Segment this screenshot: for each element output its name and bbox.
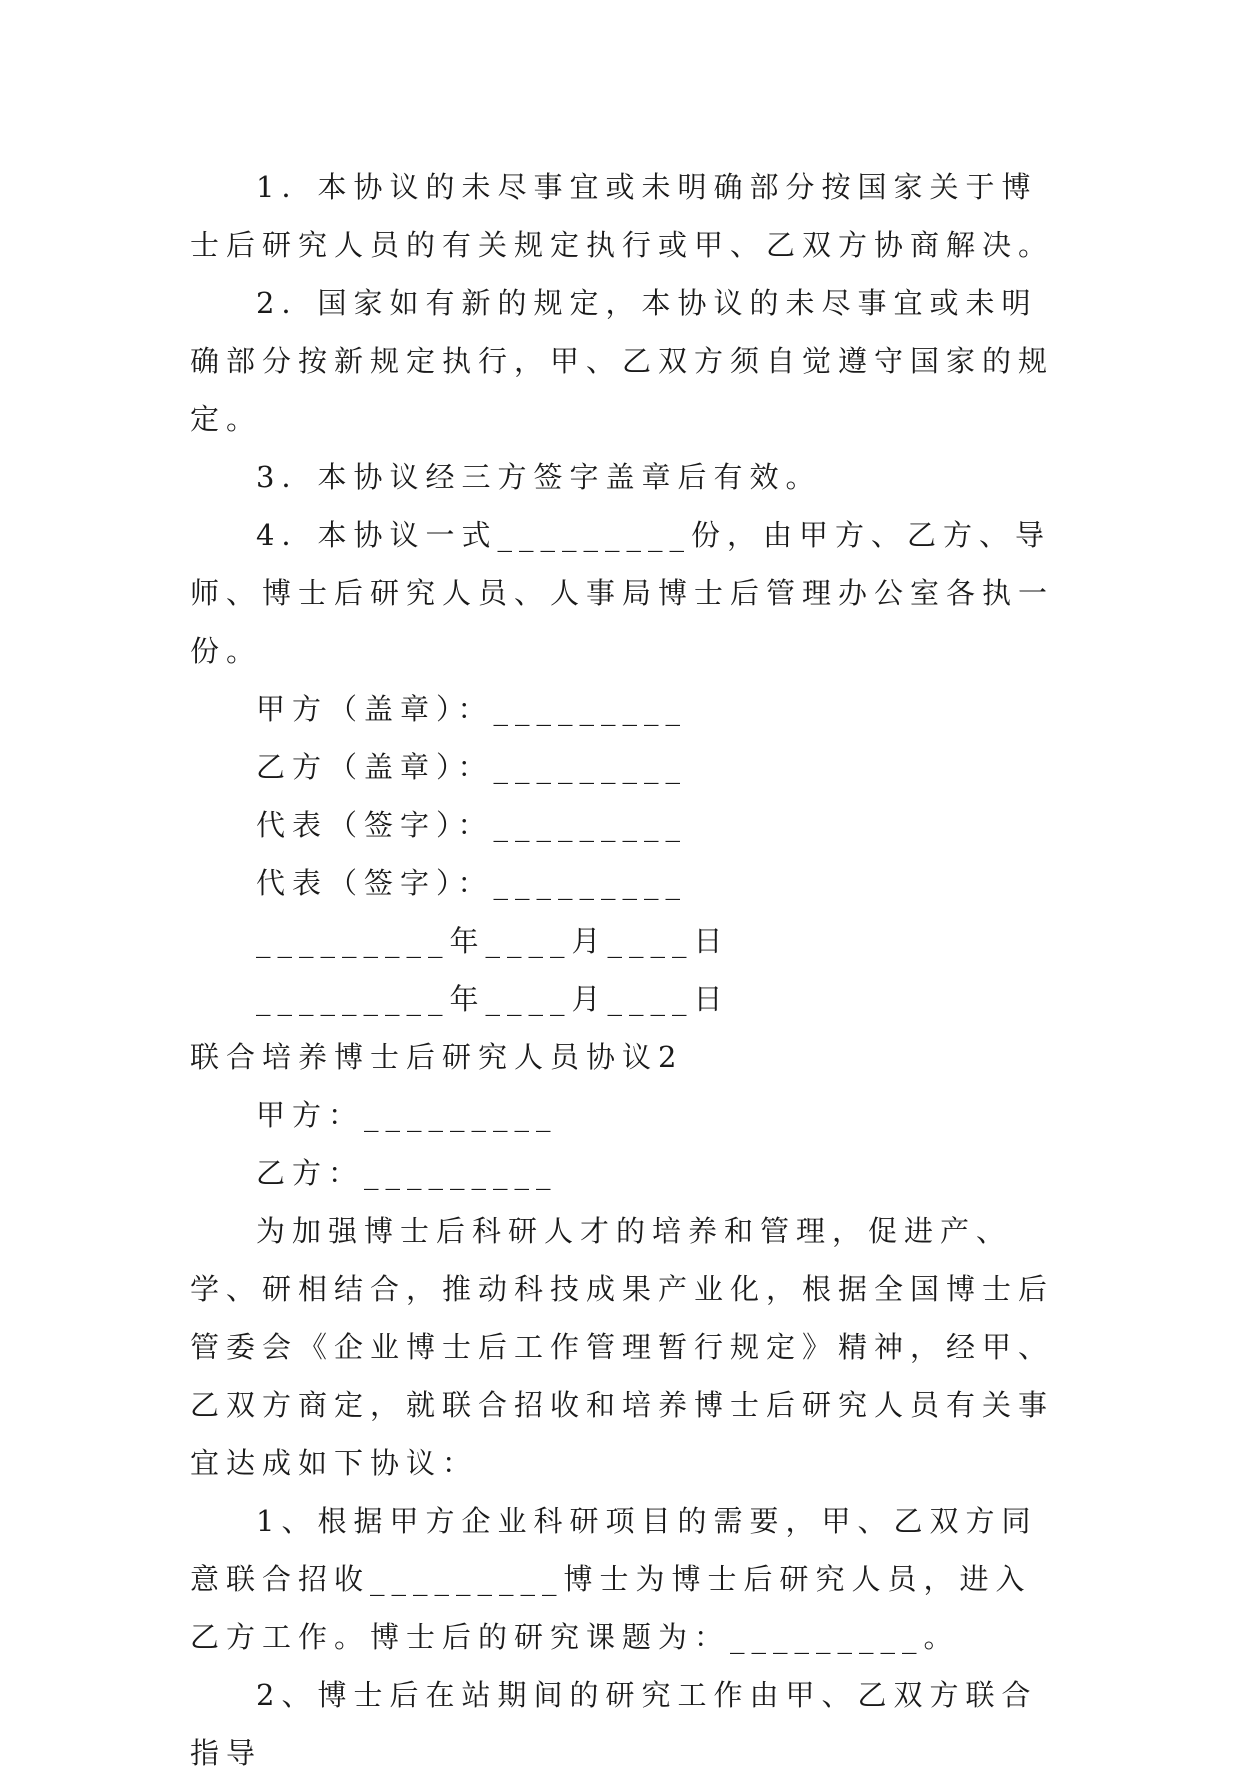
agreement-2-title: 联合培养博士后研究人员协议2 bbox=[190, 1040, 684, 1074]
party-a-line: 甲方：_________ bbox=[256, 1098, 558, 1132]
clause-4: 4．本协议一式_________份，由甲方、乙方、导师、博士后研究人员、人事局博士后管理办公室各执一份。 bbox=[190, 518, 1055, 668]
representative-signature-line-2: 代表（签字）：_________ bbox=[256, 866, 688, 900]
party-a-seal-line: 甲方（盖章）：_________ bbox=[256, 692, 688, 726]
agreement-2-clause-2: 2、博士后在站期间的研究工作由甲、乙双方联合指导 bbox=[190, 1678, 1038, 1770]
date-line-2: _________年____月____日 bbox=[256, 982, 730, 1016]
clause-3: 3．本协议经三方签字盖章后有效。 bbox=[256, 460, 822, 494]
party-b-seal-line: 乙方（盖章）：_________ bbox=[256, 750, 688, 784]
clause-2: 2．国家如有新的规定，本协议的未尽事宜或未明确部分按新规定执行，甲、乙双方须自觉遵守国家的规定。 bbox=[190, 286, 1055, 436]
clause-1: 1．本协议的未尽事宜或未明确部分按国家关于博士后研究人员的有关规定执行或甲、乙双方协商解决。 bbox=[190, 170, 1055, 262]
representative-signature-line-1: 代表（签字）：_________ bbox=[256, 808, 688, 842]
document-page bbox=[190, 158, 1060, 1782]
agreement-intro: 为加强博士后科研人才的培养和管理，促进产、学、研相结合，推动科技成果产业化，根据全国博士后管委会《企业博士后工作管理暂行规定》精神，经甲、乙双方商定，就联合招收和培养博士后研究人员有关事宜达成如下协议： bbox=[190, 1214, 1055, 1480]
date-line-1: _________年____月____日 bbox=[256, 924, 730, 958]
party-b-line: 乙方：_________ bbox=[256, 1156, 558, 1190]
agreement-2-clause-1: 1、根据甲方企业科研项目的需要，甲、乙双方同意联合招收_________博士为博士后研究人员，进入乙方工作。博士后的研究课题为：_________。 bbox=[190, 1504, 1038, 1654]
